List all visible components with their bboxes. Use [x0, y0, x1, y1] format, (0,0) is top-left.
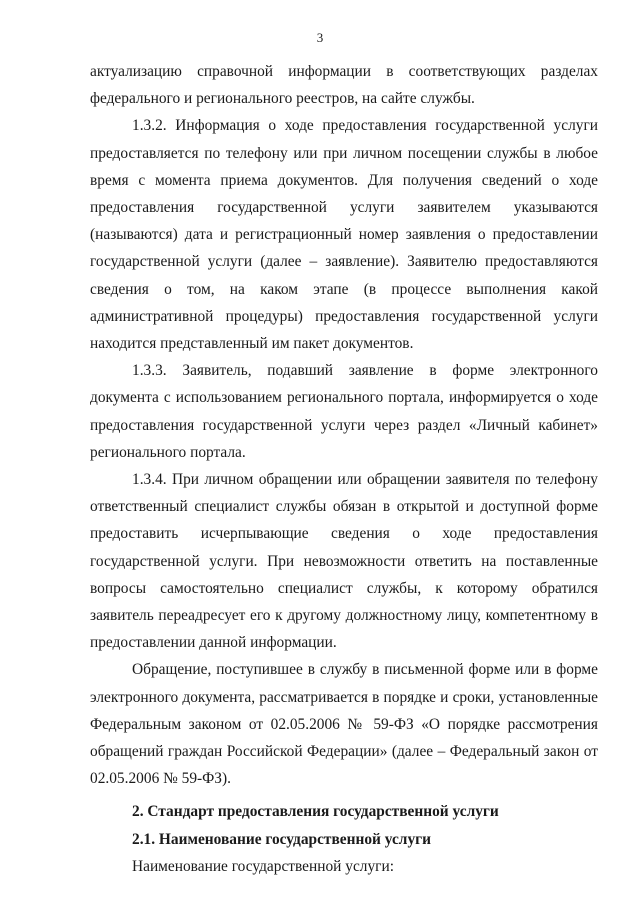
paragraph-continuation: актуализацию справочной информации в соответствующих разделах федерального и регионального реестров, на сайте службы. [90, 63, 598, 108]
paragraph-1-3-4: 1.3.4. При личном обращении или обращении заявителя по телефону ответственный специалист службы обязан в открытой и доступной форме предоставить исчерпывающие сведения о ходе предоставления государственной услуги. При невозможности ответить на поставленные вопросы самостоятельно специалист службы, к которому обратился заявитель переадресует его к другому должностному лицу, компетентному в предоставлении данной информации. [90, 471, 598, 652]
paragraph-1-3-3: 1.3.3. Заявитель, подавший заявление в форме электронного документа с использованием регионального портала, информируется о ходе предоставления государственной услуги через раздел «Личный кабинет» регионального портала. [90, 362, 598, 461]
page-number: 3 [316, 30, 324, 45]
paragraph-1-3-2: 1.3.2. Информация о ходе предоставления государственной услуги предоставляется по телефону или при личном посещении службы в любое время с момента приема документов. Для получения сведений о ходе предоставления государственной услуги заявителем указываются (называются) дата и регистрационный номер заявления о предоставлении государственной услуги (далее – заявление). Заявителю предоставляются сведения о том, на каком этапе (в процессе выполнения какой административной процедуры) предоставления государственной услуги находится представленный им пакет документов. [90, 117, 598, 353]
document-body [90, 58, 598, 880]
section-heading-2: 2. Стандарт предоставления государственной услуги [132, 803, 499, 821]
section-heading-2-1: 2.1. Наименование государственной услуги [132, 830, 431, 848]
paragraph-service-name: Наименование государственной услуги: [132, 857, 394, 875]
paragraph-appeal: Обращение, поступившее в службу в письменной форме или в форме электронного документа, рассматривается в порядке и сроки, установленные Федеральным законом от 02.05.2006 № 59-ФЗ «О порядке рассмотрения обращений граждан Российской Федерации» (далее – Федеральный закон от 02.05.2006 № 59-ФЗ). [90, 661, 598, 788]
